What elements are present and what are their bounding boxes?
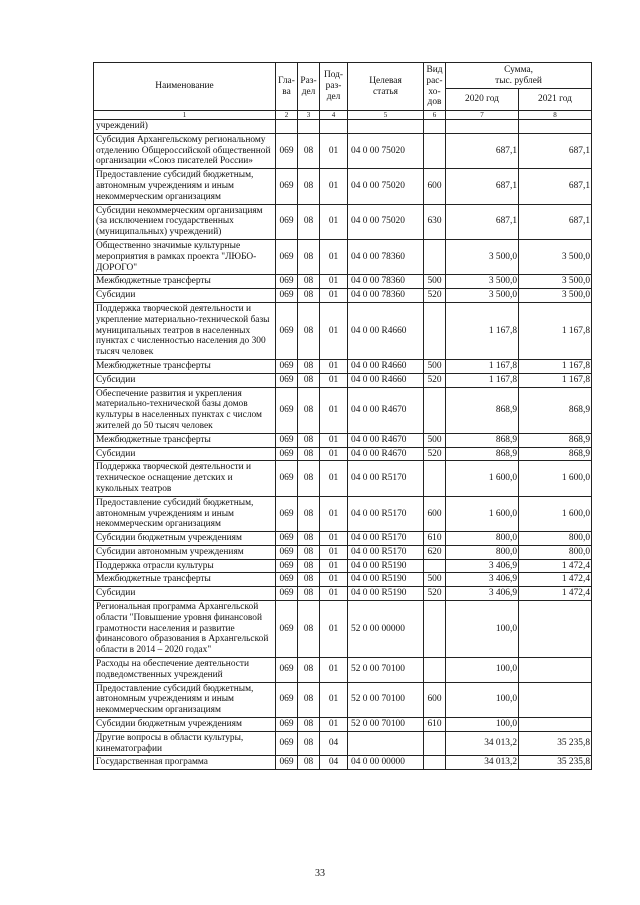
row-chapter: 069 (276, 496, 298, 531)
row-target-code: 04 0 00 R5170 (348, 461, 424, 496)
table-row (94, 587, 592, 601)
header-year-2020: 2020 год (446, 89, 519, 111)
table-row (94, 204, 592, 239)
row-chapter: 069 (276, 601, 298, 658)
row-amount-2020 (446, 120, 519, 134)
row-expense-type (424, 302, 446, 359)
row-section: 08 (298, 718, 320, 732)
row-name: Общественно значимые культурные мероприятия в рамках проекта "ЛЮБО-ДОРОГО" (94, 239, 276, 274)
table-row (94, 658, 592, 683)
header-expense-type: Вид рас- хо- дов (424, 63, 446, 111)
row-chapter: 069 (276, 658, 298, 683)
row-section: 08 (298, 447, 320, 461)
row-section: 08 (298, 496, 320, 531)
row-chapter: 069 (276, 718, 298, 732)
row-target-code: 04 0 00 00000 (348, 756, 424, 770)
row-subsection: 01 (320, 545, 348, 559)
table-row (94, 731, 592, 756)
row-amount-2021: 868,9 (519, 387, 592, 433)
row-section: 08 (298, 387, 320, 433)
row-subsection: 01 (320, 587, 348, 601)
row-expense-type: 600 (424, 169, 446, 204)
row-name: учреждений) (94, 120, 276, 134)
row-target-code: 52 0 00 00000 (348, 601, 424, 658)
table-row (94, 682, 592, 717)
row-amount-2020: 687,1 (446, 133, 519, 168)
table-row (94, 387, 592, 433)
row-expense-type: 620 (424, 545, 446, 559)
header-subsection: Под- раз- дел (320, 63, 348, 111)
row-subsection: 01 (320, 573, 348, 587)
row-subsection: 01 (320, 682, 348, 717)
row-expense-type: 610 (424, 718, 446, 732)
row-subsection: 01 (320, 532, 348, 546)
row-name: Субсидия Архангельскому региональному отделению Общероссийской общественной организации «Союз писателей России» (94, 133, 276, 168)
row-chapter: 069 (276, 433, 298, 447)
table-row (94, 433, 592, 447)
column-number-row (94, 111, 592, 120)
row-amount-2021: 687,1 (519, 204, 592, 239)
row-section: 08 (298, 532, 320, 546)
row-target-code: 52 0 00 70100 (348, 718, 424, 732)
row-expense-type (424, 239, 446, 274)
row-section: 08 (298, 587, 320, 601)
row-target-code: 04 0 00 R5170 (348, 532, 424, 546)
row-amount-2021 (519, 718, 592, 732)
row-subsection: 01 (320, 289, 348, 303)
col-number: 5 (348, 111, 424, 120)
row-chapter: 069 (276, 133, 298, 168)
row-name: Предоставление субсидий бюджетным, автономным учреждениям и иным некоммерческим организациям (94, 496, 276, 531)
row-amount-2020: 800,0 (446, 545, 519, 559)
row-target-code: 04 0 00 R5170 (348, 496, 424, 531)
row-target-code: 04 0 00 R4660 (348, 373, 424, 387)
table-row (94, 120, 592, 134)
col-number: 4 (320, 111, 348, 120)
row-amount-2020: 1 600,0 (446, 461, 519, 496)
header-year-2021: 2021 год (519, 89, 592, 111)
row-amount-2020: 100,0 (446, 682, 519, 717)
row-target-code: 52 0 00 70100 (348, 658, 424, 683)
row-target-code: 04 0 00 78360 (348, 289, 424, 303)
table-row (94, 559, 592, 573)
row-target-code: 04 0 00 78360 (348, 275, 424, 289)
row-chapter (276, 120, 298, 134)
row-amount-2021 (519, 682, 592, 717)
row-amount-2020: 100,0 (446, 718, 519, 732)
row-chapter: 069 (276, 756, 298, 770)
row-name: Субсидии автономным учреждениям (94, 545, 276, 559)
header-name: Наименование (94, 63, 276, 111)
row-name: Межбюджетные трансферты (94, 433, 276, 447)
row-subsection: 01 (320, 387, 348, 433)
row-section: 08 (298, 433, 320, 447)
col-number: 8 (519, 111, 592, 120)
row-amount-2021 (519, 120, 592, 134)
row-chapter: 069 (276, 682, 298, 717)
row-name: Расходы на обеспечение деятельности подведомственных учреждений (94, 658, 276, 683)
row-amount-2021: 35 235,8 (519, 731, 592, 756)
col-number: 3 (298, 111, 320, 120)
row-name: Региональная программа Архангельской области "Повышение уровня финансовой грамотности населения и развитие финансового образования в Архангельской области в 2014 – 2020 годах" (94, 601, 276, 658)
row-name: Другие вопросы в области культуры, кинематографии (94, 731, 276, 756)
row-expense-type: 520 (424, 447, 446, 461)
table-row (94, 447, 592, 461)
row-chapter: 069 (276, 387, 298, 433)
budget-table-container (93, 62, 591, 770)
row-expense-type (424, 658, 446, 683)
row-expense-type: 500 (424, 573, 446, 587)
row-amount-2021: 3 500,0 (519, 275, 592, 289)
row-name: Обеспечение развития и укрепления материально-технической базы домов культуры в населенных пунктах с числом жителей до 50 тысяч человек (94, 387, 276, 433)
row-amount-2021: 800,0 (519, 545, 592, 559)
row-amount-2020: 868,9 (446, 433, 519, 447)
row-amount-2020: 868,9 (446, 387, 519, 433)
row-target-code: 04 0 00 R5190 (348, 587, 424, 601)
row-amount-2021: 1 472,4 (519, 587, 592, 601)
col-number: 6 (424, 111, 446, 120)
row-chapter: 069 (276, 239, 298, 274)
row-section: 08 (298, 461, 320, 496)
row-amount-2021: 1 472,4 (519, 559, 592, 573)
row-subsection: 01 (320, 658, 348, 683)
row-target-code (348, 731, 424, 756)
row-subsection: 01 (320, 373, 348, 387)
row-chapter: 069 (276, 373, 298, 387)
row-section: 08 (298, 289, 320, 303)
row-subsection: 01 (320, 461, 348, 496)
row-expense-type: 520 (424, 587, 446, 601)
row-name: Предоставление субсидий бюджетным, автономным учреждениям и иным некоммерческим организациям (94, 682, 276, 717)
row-name: Поддержка творческой деятельности и укрепление материально-технической базы муниципальных театров в населенных пунктах с численностью населения до 300 тысяч человек (94, 302, 276, 359)
row-chapter: 069 (276, 532, 298, 546)
row-section: 08 (298, 204, 320, 239)
row-name: Государственная программа (94, 756, 276, 770)
table-row (94, 601, 592, 658)
row-name: Межбюджетные трансферты (94, 359, 276, 373)
row-section: 08 (298, 239, 320, 274)
row-name: Поддержка творческой деятельности и техническое оснащение детских и кукольных театров (94, 461, 276, 496)
row-target-code: 04 0 00 R4670 (348, 433, 424, 447)
row-amount-2020: 3 500,0 (446, 239, 519, 274)
row-amount-2020: 3 500,0 (446, 289, 519, 303)
row-subsection: 01 (320, 133, 348, 168)
row-name: Субсидии бюджетным учреждениям (94, 718, 276, 732)
row-chapter: 069 (276, 359, 298, 373)
row-chapter: 069 (276, 559, 298, 573)
row-expense-type: 500 (424, 433, 446, 447)
row-section: 08 (298, 559, 320, 573)
row-section (298, 120, 320, 134)
row-amount-2020: 100,0 (446, 601, 519, 658)
row-subsection: 01 (320, 559, 348, 573)
row-amount-2021 (519, 601, 592, 658)
row-amount-2021: 1 600,0 (519, 496, 592, 531)
col-number: 7 (446, 111, 519, 120)
row-section: 08 (298, 275, 320, 289)
row-subsection: 01 (320, 204, 348, 239)
row-subsection: 01 (320, 169, 348, 204)
row-amount-2020: 1 167,8 (446, 302, 519, 359)
row-expense-type: 600 (424, 682, 446, 717)
row-amount-2021: 3 500,0 (519, 289, 592, 303)
row-target-code: 04 0 00 R5190 (348, 573, 424, 587)
table-row (94, 275, 592, 289)
table-row (94, 239, 592, 274)
row-amount-2020: 34 013,2 (446, 756, 519, 770)
table-body (94, 120, 592, 770)
table-row (94, 532, 592, 546)
row-name: Субсидии (94, 373, 276, 387)
table-row (94, 461, 592, 496)
row-name: Межбюджетные трансферты (94, 573, 276, 587)
row-expense-type (424, 120, 446, 134)
row-name: Предоставление субсидий бюджетным, автономным учреждениям и иным некоммерческим организациям (94, 169, 276, 204)
row-expense-type: 630 (424, 204, 446, 239)
row-expense-type: 600 (424, 496, 446, 531)
row-section: 08 (298, 359, 320, 373)
row-target-code: 04 0 00 78360 (348, 239, 424, 274)
row-amount-2021: 1 600,0 (519, 461, 592, 496)
row-amount-2021: 868,9 (519, 433, 592, 447)
row-chapter: 069 (276, 447, 298, 461)
row-amount-2021: 35 235,8 (519, 756, 592, 770)
row-expense-type: 500 (424, 275, 446, 289)
row-target-code: 04 0 00 R4660 (348, 359, 424, 373)
header-section: Раз- дел (298, 63, 320, 111)
row-subsection: 01 (320, 359, 348, 373)
row-amount-2020: 1 600,0 (446, 496, 519, 531)
row-name: Субсидии бюджетным учреждениям (94, 532, 276, 546)
row-expense-type (424, 731, 446, 756)
table-row (94, 359, 592, 373)
row-section: 08 (298, 756, 320, 770)
row-amount-2020: 687,1 (446, 169, 519, 204)
table-row (94, 545, 592, 559)
table-row (94, 169, 592, 204)
row-target-code: 04 0 00 R4670 (348, 387, 424, 433)
table-row (94, 133, 592, 168)
row-amount-2020: 3 406,9 (446, 573, 519, 587)
row-section: 08 (298, 545, 320, 559)
row-amount-2021: 687,1 (519, 133, 592, 168)
row-amount-2021: 3 500,0 (519, 239, 592, 274)
row-chapter: 069 (276, 461, 298, 496)
col-number: 1 (94, 111, 276, 120)
row-section: 08 (298, 682, 320, 717)
row-target-code (348, 120, 424, 134)
row-subsection: 04 (320, 756, 348, 770)
row-amount-2021: 800,0 (519, 532, 592, 546)
row-amount-2020: 100,0 (446, 658, 519, 683)
row-chapter: 069 (276, 204, 298, 239)
table-row (94, 373, 592, 387)
row-amount-2021: 1 167,8 (519, 359, 592, 373)
row-expense-type: 520 (424, 289, 446, 303)
row-subsection: 01 (320, 718, 348, 732)
table-row (94, 756, 592, 770)
row-amount-2020: 1 167,8 (446, 359, 519, 373)
row-section: 08 (298, 133, 320, 168)
row-subsection: 04 (320, 731, 348, 756)
row-expense-type (424, 559, 446, 573)
row-amount-2021: 1 167,8 (519, 302, 592, 359)
table-row (94, 289, 592, 303)
header-target: Целевая статья (348, 63, 424, 111)
row-target-code: 04 0 00 R4660 (348, 302, 424, 359)
row-amount-2021 (519, 658, 592, 683)
row-name: Субсидии (94, 587, 276, 601)
budget-table (93, 62, 592, 770)
row-expense-type: 610 (424, 532, 446, 546)
row-chapter: 069 (276, 573, 298, 587)
table-row (94, 496, 592, 531)
row-chapter: 069 (276, 289, 298, 303)
page-number: 33 (315, 868, 325, 879)
table-row (94, 573, 592, 587)
row-target-code: 04 0 00 R5170 (348, 545, 424, 559)
row-chapter: 069 (276, 275, 298, 289)
row-target-code: 04 0 00 R4670 (348, 447, 424, 461)
row-section: 08 (298, 302, 320, 359)
row-subsection: 01 (320, 275, 348, 289)
row-subsection: 01 (320, 433, 348, 447)
row-amount-2020: 800,0 (446, 532, 519, 546)
row-expense-type (424, 601, 446, 658)
row-expense-type: 520 (424, 373, 446, 387)
table-row (94, 302, 592, 359)
row-section: 08 (298, 373, 320, 387)
row-subsection: 01 (320, 302, 348, 359)
row-amount-2021: 1 472,4 (519, 573, 592, 587)
row-name: Межбюджетные трансферты (94, 275, 276, 289)
row-name: Субсидии (94, 447, 276, 461)
row-chapter: 069 (276, 731, 298, 756)
row-amount-2020: 3 500,0 (446, 275, 519, 289)
row-subsection: 01 (320, 601, 348, 658)
row-expense-type (424, 387, 446, 433)
row-name: Поддержка отрасли культуры (94, 559, 276, 573)
row-target-code: 52 0 00 70100 (348, 682, 424, 717)
row-subsection: 01 (320, 447, 348, 461)
row-expense-type (424, 133, 446, 168)
row-chapter: 069 (276, 587, 298, 601)
row-subsection (320, 120, 348, 134)
row-target-code: 04 0 00 75020 (348, 169, 424, 204)
row-expense-type (424, 756, 446, 770)
row-amount-2020: 868,9 (446, 447, 519, 461)
row-target-code: 04 0 00 R5190 (348, 559, 424, 573)
row-amount-2021: 687,1 (519, 169, 592, 204)
row-section: 08 (298, 169, 320, 204)
row-expense-type: 500 (424, 359, 446, 373)
row-subsection: 01 (320, 496, 348, 531)
row-amount-2020: 3 406,9 (446, 559, 519, 573)
table-row (94, 718, 592, 732)
row-expense-type (424, 461, 446, 496)
header-sum-title: Сумма, тыс. рублей (446, 63, 592, 89)
row-chapter: 069 (276, 169, 298, 204)
row-section: 08 (298, 658, 320, 683)
row-amount-2020: 1 167,8 (446, 373, 519, 387)
row-amount-2021: 1 167,8 (519, 373, 592, 387)
header-chapter: Гла- ва (276, 63, 298, 111)
row-section: 08 (298, 731, 320, 756)
col-number: 2 (276, 111, 298, 120)
row-section: 08 (298, 601, 320, 658)
row-name: Субсидии некоммерческим организациям (за исключением государственных (муниципальных) учреждений) (94, 204, 276, 239)
row-amount-2020: 3 406,9 (446, 587, 519, 601)
row-amount-2020: 687,1 (446, 204, 519, 239)
row-chapter: 069 (276, 545, 298, 559)
row-section: 08 (298, 573, 320, 587)
row-subsection: 01 (320, 239, 348, 274)
row-amount-2021: 868,9 (519, 447, 592, 461)
row-name: Субсидии (94, 289, 276, 303)
row-target-code: 04 0 00 75020 (348, 133, 424, 168)
row-target-code: 04 0 00 75020 (348, 204, 424, 239)
row-amount-2020: 34 013,2 (446, 731, 519, 756)
row-chapter: 069 (276, 302, 298, 359)
